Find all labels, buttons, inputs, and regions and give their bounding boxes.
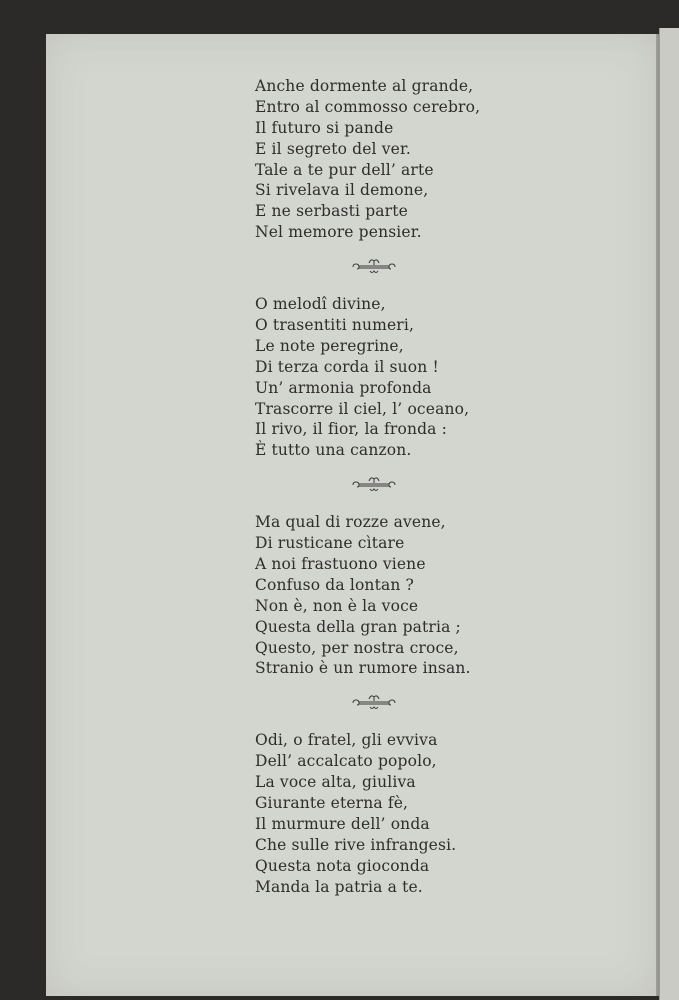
- poem-line: Odi, o fratel, gli evviva: [255, 731, 438, 750]
- poem-line: Il futuro si pande: [255, 118, 394, 137]
- stanza-1: [255, 76, 515, 243]
- facing-page-edge: [659, 28, 679, 1000]
- poem-line: Che sulle rive infrangesi.: [255, 835, 457, 854]
- poem-line: A noi frastuono viene: [255, 555, 426, 574]
- poem-line: Questo, per nostra croce,: [255, 638, 459, 657]
- poem-line: Entro al commosso cerebro,: [255, 97, 481, 116]
- poem-line: E ne serbasti parte: [255, 202, 408, 221]
- ornament-divider-icon: [351, 691, 397, 711]
- poem-line: Un’ armonia profonda: [255, 378, 432, 397]
- poem-line: Il murmure dell’ onda: [255, 814, 430, 833]
- poem-line: Ma qual di rozze avene,: [255, 513, 446, 532]
- ornament-divider-icon: [351, 473, 397, 493]
- poem-line: Trascorre il ciel, l’ oceano,: [255, 399, 470, 418]
- poem-line: Giurante eterna fè,: [255, 794, 409, 813]
- poem-line: Dell’ accalcato popolo,: [255, 752, 437, 771]
- poem-line: Di terza corda il suon !: [255, 357, 439, 376]
- ornament-divider-icon: [351, 255, 397, 275]
- poem-line: E il segreto del ver.: [255, 139, 411, 158]
- poem-line: È tutto una canzon.: [255, 441, 412, 460]
- poem-line: Questa della gran patria ;: [255, 617, 461, 636]
- poem-line: La voce alta, giuliva: [255, 773, 416, 792]
- poem-line: O trasentiti numeri,: [255, 316, 415, 335]
- poem-line: Nel memore pensier.: [255, 223, 422, 242]
- poem-line: Stranio è un rumore insan.: [255, 659, 471, 678]
- poem-line: Il rivo, il fior, la fronda :: [255, 420, 447, 439]
- poem-line: O melodî divine,: [255, 295, 386, 314]
- poem-line: Le note peregrine,: [255, 336, 404, 355]
- poem-line: Manda la patria a te.: [255, 877, 423, 896]
- stanza-2: [255, 294, 515, 461]
- poem-line: Non è, non è la voce: [255, 596, 419, 615]
- stanza-4: [255, 730, 515, 897]
- poem-line: Tale a te pur dell’ arte: [255, 160, 434, 179]
- poem-line: Si rivelava il demone,: [255, 181, 429, 200]
- poem-line: Anche dormente al grande,: [255, 77, 474, 95]
- stanza-3: [255, 512, 515, 679]
- poem-line: Confuso da lontan ?: [255, 575, 415, 594]
- poem-line: Questa nota gioconda: [255, 856, 430, 875]
- poem-line: Di rusticane cìtare: [255, 534, 405, 553]
- poem: [255, 76, 515, 898]
